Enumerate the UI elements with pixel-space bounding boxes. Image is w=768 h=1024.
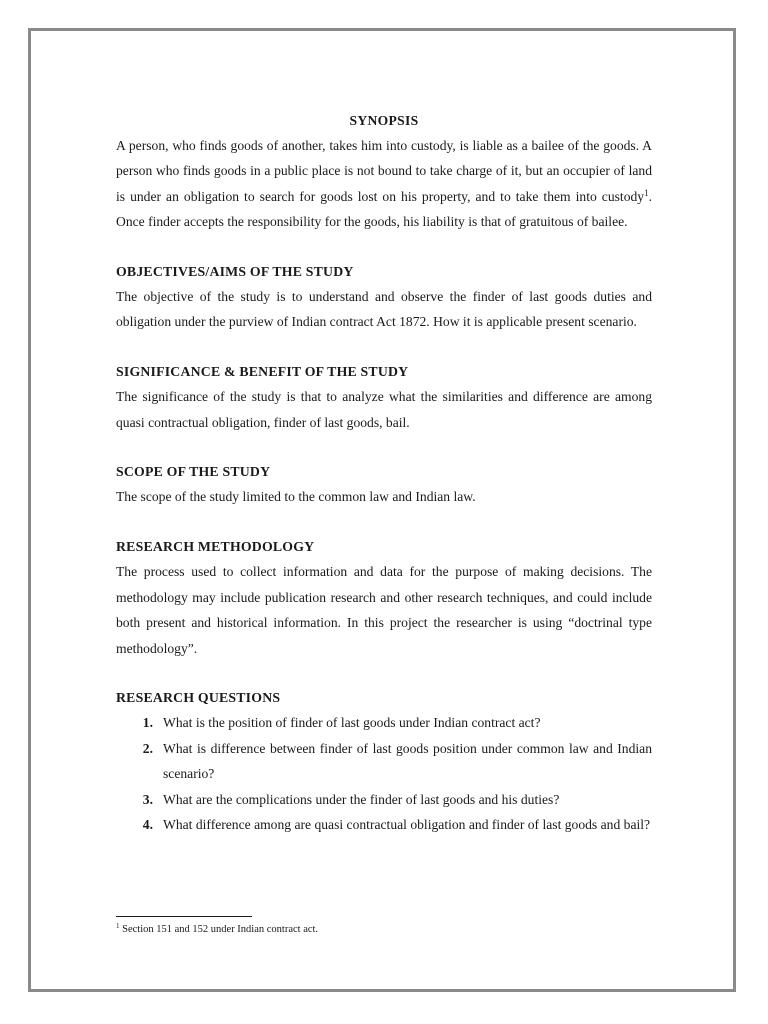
section-body-significance: The significance of the study is that to analyze what the similarities and difference are among quasi contractual obligation, finder of last goods, bail.: [116, 389, 652, 430]
footnote: [116, 919, 318, 937]
section-heading-significance: SIGNIFICANCE & BENEFIT OF THE STUDY: [116, 363, 409, 379]
section-body-scope: The scope of the study limited to the common law and Indian law.: [116, 489, 476, 505]
list-item-number: 1.: [142, 715, 153, 731]
section-heading-objectives: OBJECTIVES/AIMS OF THE STUDY: [116, 263, 354, 279]
footnote-text: Section 151 and 152 under Indian contract act.: [119, 924, 319, 935]
footnote-ref[interactable]: 1: [644, 187, 649, 198]
list-item: [116, 812, 652, 837]
section-body-methodology: The process used to collect information and data for the purpose of making decisions. The methodology may include publication research and other research techniques, and could include both present and historical information. In this project the researcher is using “doctrinal type methodology”.: [116, 564, 652, 656]
footnote-separator: [116, 916, 252, 917]
research-questions-list: [116, 710, 652, 837]
list-item-text: What difference among are quasi contractual obligation and finder of last goods and bail?: [163, 816, 651, 832]
section-body-objectives: The objective of the study is to understand and observe the finder of last goods duties and obligation under the purview of Indian contract Act 1872. How it is applicable present scenario.: [116, 289, 652, 330]
section-heading-questions: RESEARCH QUESTIONS: [116, 689, 281, 705]
list-item-number: 4.: [142, 816, 153, 832]
section-heading-scope: SCOPE OF THE STUDY: [116, 464, 271, 480]
list-item: [116, 736, 652, 787]
list-item-text: What are the complications under the finder of last goods and his duties?: [163, 791, 560, 807]
intro-text-after: . Once finder accepts the responsibility for the goods, his liability is that of gratuitous of bailee.: [116, 188, 652, 230]
list-item-number: 2.: [142, 740, 153, 756]
list-item-text: What is difference between finder of last goods position under common law and Indian scenario?: [163, 740, 652, 782]
footnote-marker: 1: [116, 922, 120, 930]
document-body: [116, 108, 652, 837]
section-heading-methodology: RESEARCH METHODOLOGY: [116, 538, 315, 554]
intro-text-before: A person, who finds goods of another, takes him into custody, is liable as a bailee of the goods. A person who finds goods in a public place is not bound to take charge of it, but an occupier of land is under an obligation to search for goods lost on his property, and to take them into custody: [116, 138, 652, 204]
list-item: [116, 787, 652, 812]
list-item-number: 3.: [142, 791, 153, 807]
page-title: SYNOPSIS: [349, 113, 419, 128]
intro-paragraph: [116, 133, 652, 235]
list-item: [116, 710, 652, 735]
list-item-text: What is the position of finder of last goods under Indian contract act?: [163, 715, 541, 731]
